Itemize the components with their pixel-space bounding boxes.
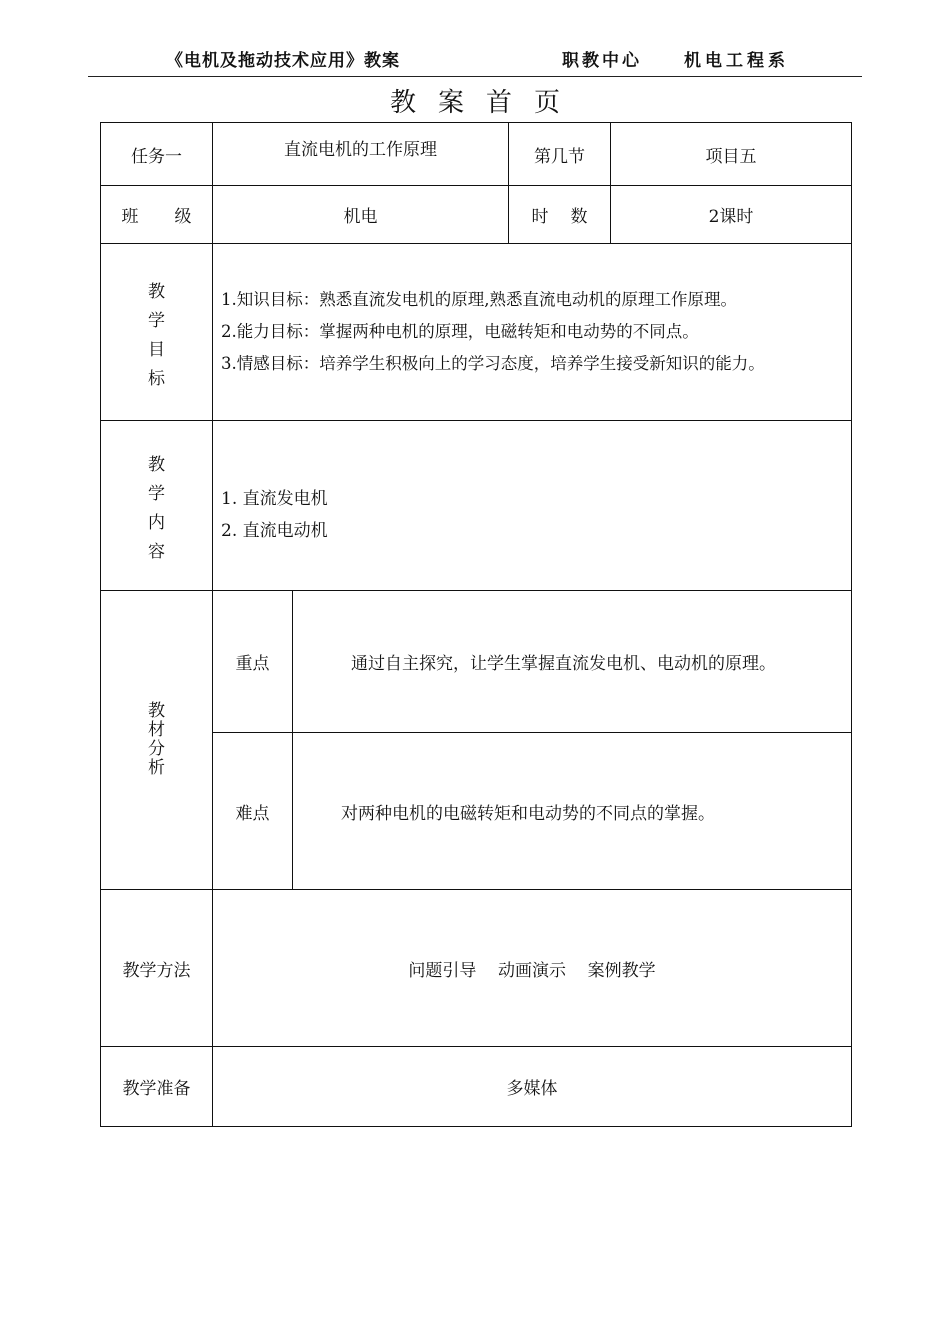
preparation-label-cell	[101, 1047, 213, 1127]
key-label: 重点	[235, 654, 270, 674]
objective-item-3: 3.情感目标：培养学生积极向上的学习态度，培养学生接受新知识的能力。	[221, 354, 765, 373]
hours-value-cell	[611, 186, 852, 244]
method-label-cell	[101, 890, 213, 1047]
preparation-label: 教学准备	[122, 1079, 191, 1099]
hours-value: 2课时	[708, 207, 754, 227]
header-department: 机电工程系	[684, 51, 789, 71]
objective-item-2: 2.能力目标：掌握两种电机的原理，电磁转矩和电动势的不同点。	[221, 322, 699, 341]
class-value: 机电	[343, 207, 378, 227]
content-label: 教 学 内 容	[148, 454, 165, 562]
preparation-value: 多媒体	[506, 1079, 558, 1099]
task-label-cell	[101, 123, 213, 186]
preparation-value-cell	[213, 1047, 852, 1127]
row-key-point	[101, 591, 852, 733]
objective-item-1: 1.知识目标：熟悉直流发电机的原理,熟悉直流电动机的原理工作原理。	[221, 290, 737, 309]
analysis-label-cell	[101, 591, 213, 890]
key-label-cell	[213, 591, 293, 733]
page-title: 教案首页	[389, 88, 582, 118]
page-header	[88, 42, 862, 77]
content-cell	[213, 421, 852, 591]
method-value-cell	[213, 890, 852, 1047]
content-item-1: 1. 直流发电机	[221, 488, 328, 509]
row-preparation	[101, 1047, 852, 1127]
key-value-cell	[293, 591, 852, 733]
row-difficulty	[101, 733, 852, 890]
difficulty-value-cell	[293, 733, 852, 890]
difficulty-value: 对两种电机的电磁转矩和电动势的不同点的掌握。	[341, 803, 715, 824]
content-item-2: 2. 直流电动机	[221, 520, 328, 541]
key-value: 通过自主探究，让学生掌握直流发电机、电动机的原理。	[351, 654, 776, 674]
task-label: 任务一	[131, 146, 182, 167]
row-method	[101, 890, 852, 1047]
section-label-cell	[509, 123, 611, 186]
row-class	[101, 186, 852, 244]
class-value-cell	[213, 186, 509, 244]
header-center: 职教中心	[562, 51, 642, 71]
method-value: 问题引导 动画演示 案例教学	[408, 960, 656, 981]
row-content	[101, 421, 852, 591]
objectives-cell	[213, 244, 852, 421]
method-label: 教学方法	[122, 960, 191, 981]
content-label-cell	[101, 421, 213, 591]
objectives-label-cell	[101, 244, 213, 421]
section-value: 项目五	[705, 146, 757, 167]
hours-label-cell	[509, 186, 611, 244]
class-label-cell	[101, 186, 228, 244]
difficulty-label-cell	[213, 733, 293, 890]
section-label: 第几节	[534, 146, 585, 167]
row-task	[101, 123, 852, 186]
lesson-plan-table	[100, 122, 852, 1127]
section-value-cell	[611, 123, 852, 186]
hours-label: 时数	[531, 207, 610, 227]
class-label: 班级	[121, 207, 228, 227]
row-objectives	[101, 244, 852, 421]
header-course-title: 《电机及拖动技术应用》教案	[166, 51, 400, 71]
difficulty-label: 难点	[235, 803, 270, 824]
analysis-label: 教 材 分 析	[148, 701, 165, 778]
task-value-cell	[213, 123, 509, 186]
task-value: 直流电机的工作原理	[284, 140, 437, 160]
objectives-label: 教 学 目 标	[148, 282, 165, 389]
